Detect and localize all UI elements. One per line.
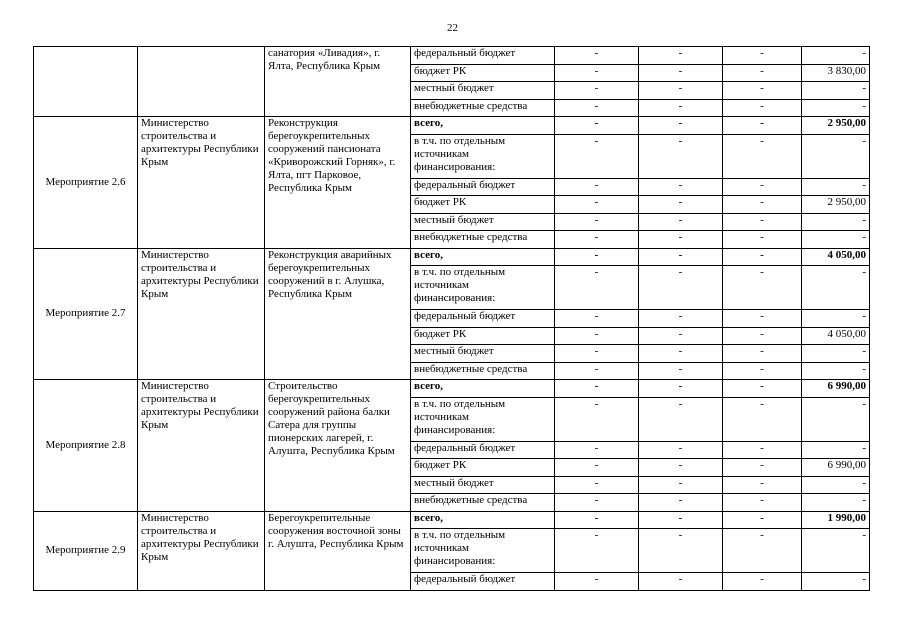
amount-cell: - <box>639 511 723 529</box>
amount-cell: - <box>639 213 723 231</box>
activity-cell: Мероприятие 2.9 <box>34 511 138 590</box>
table-row <box>34 380 870 398</box>
amount-cell: - <box>723 266 802 310</box>
description-cell: Строительство берегоукрепительных сооружений района балки Сатера для группы пионерских лагерей, г. Алушта, Республика Крым <box>265 380 411 512</box>
amount-cell: - <box>723 99 802 117</box>
amount-total-cell: - <box>802 310 870 328</box>
table-row <box>34 47 870 65</box>
amount-cell: - <box>639 196 723 214</box>
amount-cell: - <box>555 476 639 494</box>
table-body <box>34 47 870 591</box>
funding-source-cell: бюджет РК <box>411 64 555 82</box>
table-row <box>34 248 870 266</box>
amount-cell: - <box>639 248 723 266</box>
department-cell: Министерство строительства и архитектуры Республики Крым <box>138 511 265 590</box>
funding-source-cell: всего, <box>411 380 555 398</box>
amount-cell: - <box>555 441 639 459</box>
amount-cell: - <box>555 213 639 231</box>
amount-total-cell: - <box>802 362 870 380</box>
amount-total-cell: - <box>802 529 870 573</box>
funding-source-cell: местный бюджет <box>411 476 555 494</box>
funding-source-cell: внебюджетные средства <box>411 99 555 117</box>
amount-cell: - <box>639 82 723 100</box>
amount-cell: - <box>723 511 802 529</box>
amount-cell: - <box>639 231 723 249</box>
amount-total-cell: - <box>802 266 870 310</box>
amount-cell: - <box>639 397 723 441</box>
amount-total-cell: - <box>802 99 870 117</box>
funding-source-cell: всего, <box>411 511 555 529</box>
amount-total-cell: - <box>802 345 870 363</box>
amount-cell: - <box>723 459 802 477</box>
amount-cell: - <box>555 459 639 477</box>
activity-cell <box>34 47 138 117</box>
amount-cell: - <box>639 178 723 196</box>
financing-table <box>33 46 870 591</box>
amount-cell: - <box>723 476 802 494</box>
activity-cell: Мероприятие 2.6 <box>34 117 138 249</box>
amount-cell: - <box>723 345 802 363</box>
amount-cell: - <box>555 529 639 573</box>
table-row <box>34 117 870 135</box>
amount-cell: - <box>555 345 639 363</box>
department-cell <box>138 47 265 117</box>
amount-total-cell: 4 050,00 <box>802 248 870 266</box>
amount-cell: - <box>723 82 802 100</box>
amount-cell: - <box>723 117 802 135</box>
amount-cell: - <box>555 231 639 249</box>
table-row <box>34 511 870 529</box>
funding-source-cell: федеральный бюджет <box>411 47 555 65</box>
page-number: 22 <box>447 22 458 34</box>
amount-cell: - <box>639 529 723 573</box>
funding-source-cell: в т.ч. по отдельным источникам финансирования: <box>411 134 555 178</box>
amount-cell: - <box>639 345 723 363</box>
amount-cell: - <box>555 362 639 380</box>
amount-cell: - <box>555 511 639 529</box>
amount-cell: - <box>555 327 639 345</box>
amount-cell: - <box>723 178 802 196</box>
funding-source-cell: всего, <box>411 248 555 266</box>
activity-cell: Мероприятие 2.7 <box>34 248 138 380</box>
department-cell: Министерство строительства и архитектуры Республики Крым <box>138 380 265 512</box>
amount-cell: - <box>555 134 639 178</box>
funding-source-cell: в т.ч. по отдельным источникам финансирования: <box>411 266 555 310</box>
amount-total-cell: 4 050,00 <box>802 327 870 345</box>
funding-source-cell: всего, <box>411 117 555 135</box>
amount-total-cell: - <box>802 397 870 441</box>
amount-cell: - <box>555 494 639 512</box>
amount-total-cell: - <box>802 231 870 249</box>
funding-source-cell: местный бюджет <box>411 82 555 100</box>
amount-cell: - <box>555 117 639 135</box>
funding-source-cell: местный бюджет <box>411 213 555 231</box>
department-cell: Министерство строительства и архитектуры Республики Крым <box>138 117 265 249</box>
amount-cell: - <box>639 441 723 459</box>
funding-source-cell: местный бюджет <box>411 345 555 363</box>
amount-cell: - <box>639 573 723 591</box>
amount-cell: - <box>723 397 802 441</box>
amount-cell: - <box>639 310 723 328</box>
amount-cell: - <box>639 362 723 380</box>
funding-source-cell: в т.ч. по отдельным источникам финансирования: <box>411 397 555 441</box>
activity-cell: Мероприятие 2.8 <box>34 380 138 512</box>
amount-total-cell: 2 950,00 <box>802 196 870 214</box>
amount-cell: - <box>639 117 723 135</box>
amount-cell: - <box>723 327 802 345</box>
amount-cell: - <box>723 248 802 266</box>
amount-cell: - <box>639 476 723 494</box>
amount-cell: - <box>639 134 723 178</box>
amount-cell: - <box>723 64 802 82</box>
amount-total-cell: 3 830,00 <box>802 64 870 82</box>
amount-total-cell: - <box>802 134 870 178</box>
amount-cell: - <box>555 196 639 214</box>
funding-source-cell: федеральный бюджет <box>411 573 555 591</box>
funding-source-cell: федеральный бюджет <box>411 441 555 459</box>
amount-total-cell: - <box>802 82 870 100</box>
amount-cell: - <box>723 213 802 231</box>
amount-cell: - <box>639 327 723 345</box>
amount-total-cell: 6 990,00 <box>802 380 870 398</box>
amount-cell: - <box>723 134 802 178</box>
funding-source-cell: федеральный бюджет <box>411 178 555 196</box>
amount-total-cell: - <box>802 47 870 65</box>
funding-source-cell: федеральный бюджет <box>411 310 555 328</box>
description-cell: Реконструкция берегоукрепительных сооружений пансионата «Криворожский Горняк», г. Ялта, пгт Парковое, Республика Крым <box>265 117 411 249</box>
amount-cell: - <box>555 82 639 100</box>
amount-cell: - <box>639 99 723 117</box>
amount-total-cell: - <box>802 178 870 196</box>
amount-total-cell: 1 990,00 <box>802 511 870 529</box>
amount-cell: - <box>555 266 639 310</box>
amount-total-cell: - <box>802 476 870 494</box>
department-cell: Министерство строительства и архитектуры Республики Крым <box>138 248 265 380</box>
description-cell: Реконструкция аварийных берегоукрепительных сооружений в г. Алушка, Республика Крым <box>265 248 411 380</box>
amount-cell: - <box>639 266 723 310</box>
amount-cell: - <box>639 494 723 512</box>
funding-source-cell: внебюджетные средства <box>411 362 555 380</box>
funding-source-cell: внебюджетные средства <box>411 494 555 512</box>
amount-cell: - <box>723 47 802 65</box>
amount-cell: - <box>639 64 723 82</box>
amount-cell: - <box>555 248 639 266</box>
description-cell: санатория «Ливадия», г. Ялта, Республика Крым <box>265 47 411 117</box>
description-cell: Берегоукрепительные сооружения восточной зоны г. Алушта, Республика Крым <box>265 511 411 590</box>
amount-cell: - <box>723 362 802 380</box>
amount-cell: - <box>639 47 723 65</box>
amount-cell: - <box>555 178 639 196</box>
amount-total-cell: 6 990,00 <box>802 459 870 477</box>
amount-total-cell: - <box>802 441 870 459</box>
amount-cell: - <box>555 64 639 82</box>
amount-cell: - <box>555 573 639 591</box>
funding-source-cell: в т.ч. по отдельным источникам финансирования: <box>411 529 555 573</box>
amount-total-cell: - <box>802 494 870 512</box>
amount-cell: - <box>723 380 802 398</box>
amount-cell: - <box>723 529 802 573</box>
funding-source-cell: бюджет РК <box>411 196 555 214</box>
funding-source-cell: бюджет РК <box>411 327 555 345</box>
amount-cell: - <box>555 310 639 328</box>
amount-cell: - <box>723 494 802 512</box>
amount-cell: - <box>723 573 802 591</box>
amount-cell: - <box>555 397 639 441</box>
amount-cell: - <box>723 310 802 328</box>
funding-source-cell: внебюджетные средства <box>411 231 555 249</box>
amount-cell: - <box>723 231 802 249</box>
amount-cell: - <box>639 380 723 398</box>
amount-cell: - <box>723 441 802 459</box>
amount-total-cell: 2 950,00 <box>802 117 870 135</box>
amount-total-cell: - <box>802 573 870 591</box>
amount-cell: - <box>555 47 639 65</box>
amount-cell: - <box>555 99 639 117</box>
amount-cell: - <box>723 196 802 214</box>
amount-cell: - <box>555 380 639 398</box>
amount-total-cell: - <box>802 213 870 231</box>
funding-source-cell: бюджет РК <box>411 459 555 477</box>
amount-cell: - <box>639 459 723 477</box>
